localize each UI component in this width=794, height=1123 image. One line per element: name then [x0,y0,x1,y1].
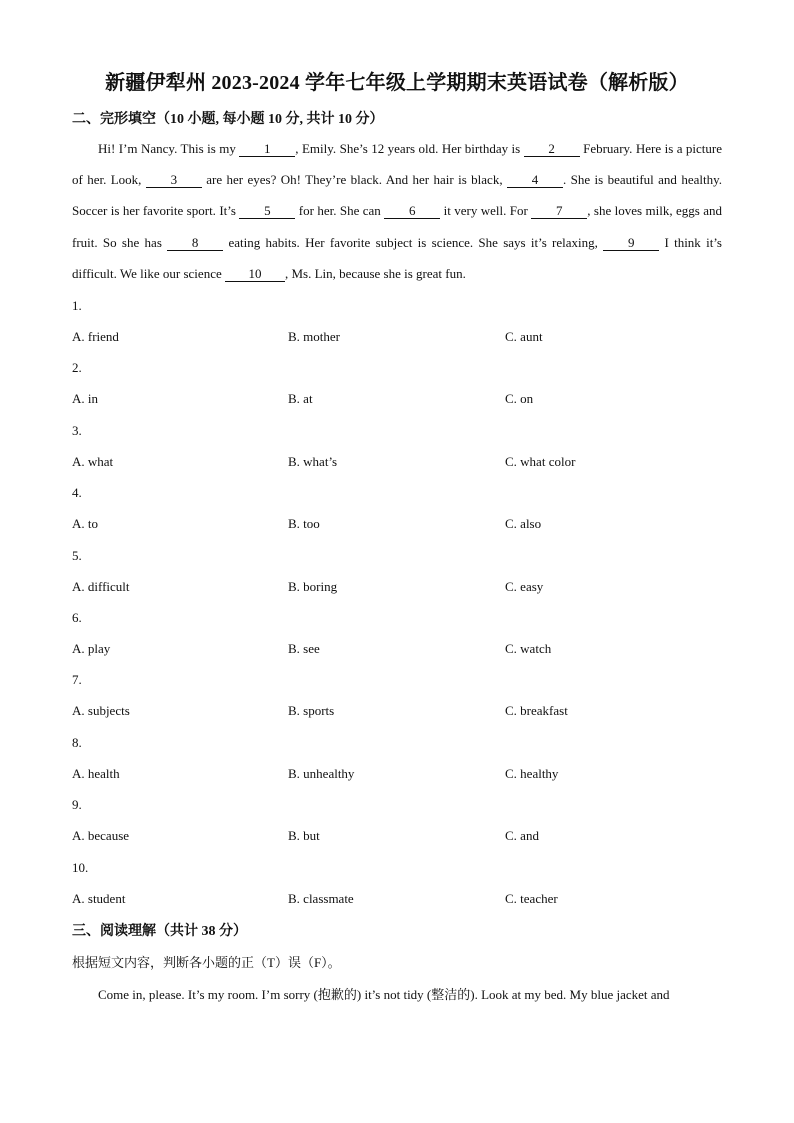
blank-8: 8 [167,236,223,251]
option-c: C. healthy [505,765,559,781]
question-number: 8. [72,734,82,750]
reading-passage: Come in, please. It’s my room. I’m sorry (抱歉的) it’s not tidy (整洁的). Look at my bed. My blue jacket and [98,987,670,1002]
option-b: B. boring [288,578,338,594]
blank-5: 5 [239,204,295,219]
option-c: C. what color [505,453,576,469]
question-number: 10. [72,859,89,875]
option-a: A. difficult [72,578,130,594]
blank-2: 2 [524,142,580,157]
question-number: 4. [72,485,82,501]
question-number: 1. [72,298,82,313]
option-c: C. breakfast [505,703,568,719]
cloze-passage [72,133,722,289]
question-number: 2. [72,360,82,376]
blank-6: 6 [384,204,440,219]
page-title: 新疆伊犁州 2023-2024 学年七年级上学期期末英语试卷（解析版） [105,72,689,94]
passage-text: , she loves milk, eggs and fruit. So she has [72,203,722,250]
option-b: B. sports [288,703,335,719]
passage-text: , Ms. Lin, because she is great fun. [284,265,466,281]
question-number: 9. [72,797,82,813]
option-c: C. easy [505,578,544,594]
blank-10: 10 [225,267,285,282]
passage-text: for her. She can [295,203,385,219]
section-heading-cloze: 二、完形填空（10 小题, 每小题 10 分, 共计 10 分） [72,112,384,127]
passage-text: , Emily. She’s 12 years old. Her birthday is [295,141,524,156]
blank-1: 1 [239,142,295,157]
option-c: C. and [505,828,539,844]
blank-9: 9 [603,236,659,251]
question-number: 5. [72,547,82,563]
blank-7: 7 [531,204,587,219]
question-number: 7. [72,672,82,688]
option-b: B. too [288,516,320,532]
passage-text: February. Here is a picture of her. Look, [72,141,723,188]
option-b: B. mother [288,329,340,344]
option-a: A. play [72,641,111,656]
option-b: B. unhealthy [288,765,355,781]
reading-instruction: 根据短文内容，判断各小题的正（T）误（F）。 [72,955,341,970]
passage-text: Hi! I’m Nancy. This is my [98,141,240,156]
option-a: A. because [72,828,130,844]
question-number: 3. [72,422,82,438]
option-c: C. watch [505,641,552,656]
option-a: A. in [72,391,98,407]
option-b: B. see [288,641,320,656]
blank-4: 4 [507,173,563,188]
option-b: B. at [288,391,313,407]
option-c: C. also [505,516,542,532]
passage-text: eating habits. Her favorite subject is science. She says it’s relaxing, [223,234,604,250]
passage-text: are her eyes? Oh! They’re black. And her hair is black, [201,172,507,188]
option-a: A. health [72,765,120,781]
option-a: A. friend [72,329,119,344]
passage-text: I think it’s difficult. We like our science [72,234,722,281]
option-b: B. classmate [288,890,354,906]
option-a: A. subjects [72,703,130,719]
passage-text: . She is beautiful and healthy. Soccer is her favorite sport. It’s [72,172,722,219]
option-a: A. what [72,453,114,469]
option-c: C. aunt [505,329,543,344]
blank-3: 3 [146,173,202,188]
option-b: B. but [288,828,320,844]
option-c: C. teacher [505,890,558,906]
option-a: A. to [72,516,98,532]
option-c: C. on [505,391,534,407]
question-number: 6. [72,610,82,625]
section-heading-reading: 三、阅读理解（共计 38 分） [72,924,247,939]
option-a: A. student [72,890,126,906]
passage-text: it very well. For [440,203,532,219]
option-b: B. what’s [288,453,338,469]
